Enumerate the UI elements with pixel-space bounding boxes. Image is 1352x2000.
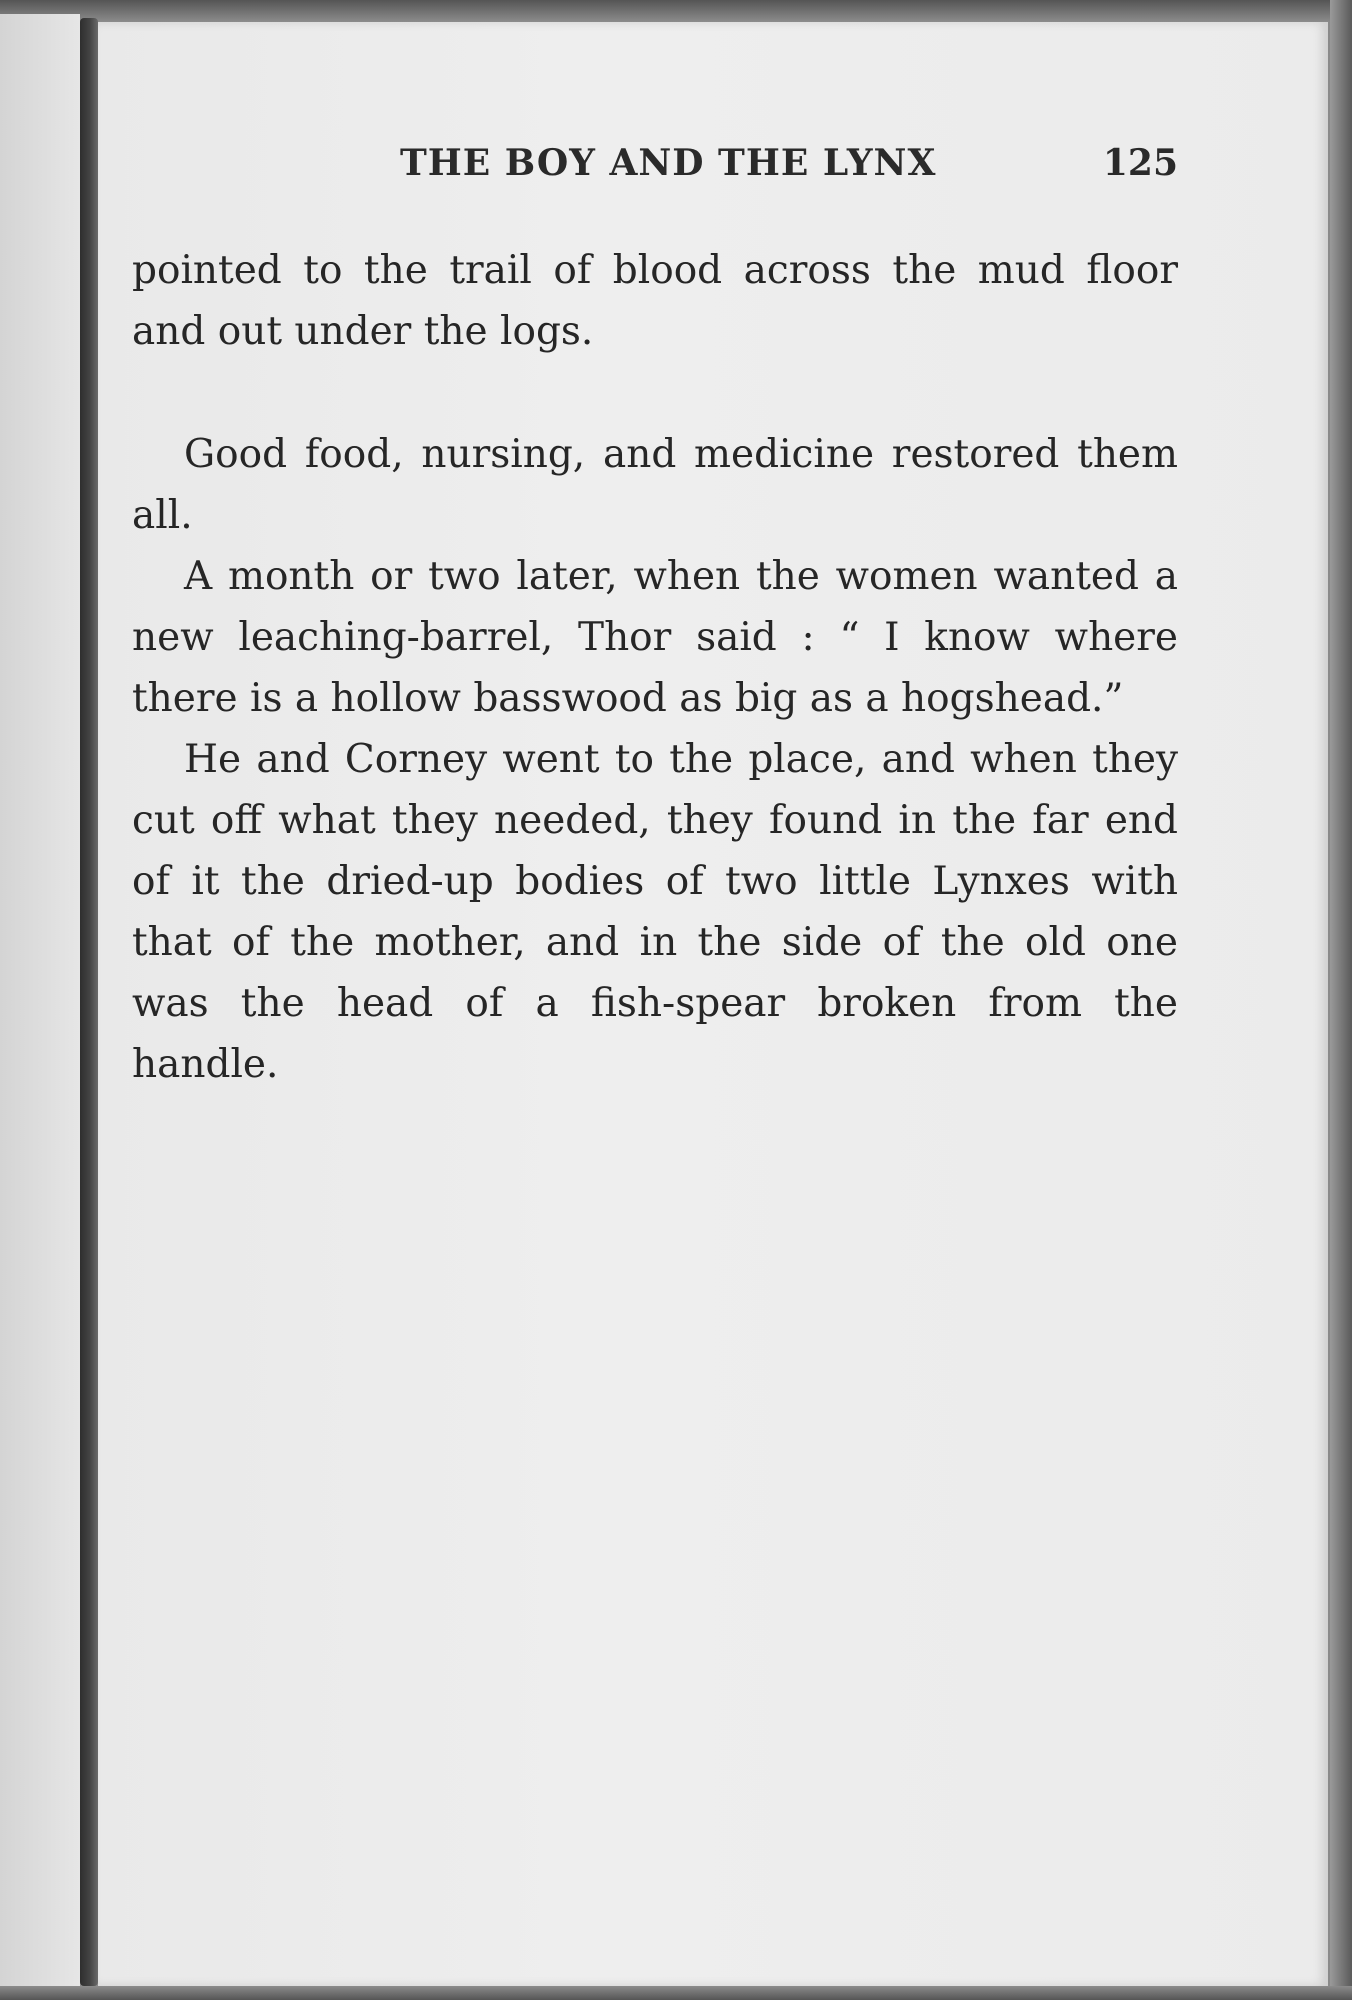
paragraph: He and Corney went to the place, and when they cut off what they needed, they found in the far end of it the dried-up bodies of two little Lynxes with that of the mother, and in the side of the old one was the head of a fish-spear broken from the handle. <box>132 737 1178 1087</box>
running-title: THE BOY AND THE LYNX <box>400 142 937 184</box>
book-gutter <box>80 18 98 1986</box>
paragraph: pointed to the trail of blood across the mud floor and out under the logs. <box>132 248 1178 354</box>
facing-page <box>0 14 80 1990</box>
paragraph: Good food, nursing, and medicine restored them all. <box>132 432 1178 538</box>
page-number: 125 <box>1102 142 1178 184</box>
paragraph: A month or two later, when the women wanted a new leaching-barrel, Thor said : “ I know where there is a hollow basswood as big as a hogshead.” <box>132 554 1178 721</box>
book-cover-edge-bottom <box>0 1986 1352 2000</box>
book-cover-edge-right <box>1330 0 1352 2000</box>
body-text <box>132 240 1178 1095</box>
book-cover-edge-top <box>0 0 1352 22</box>
running-head <box>132 142 1178 202</box>
